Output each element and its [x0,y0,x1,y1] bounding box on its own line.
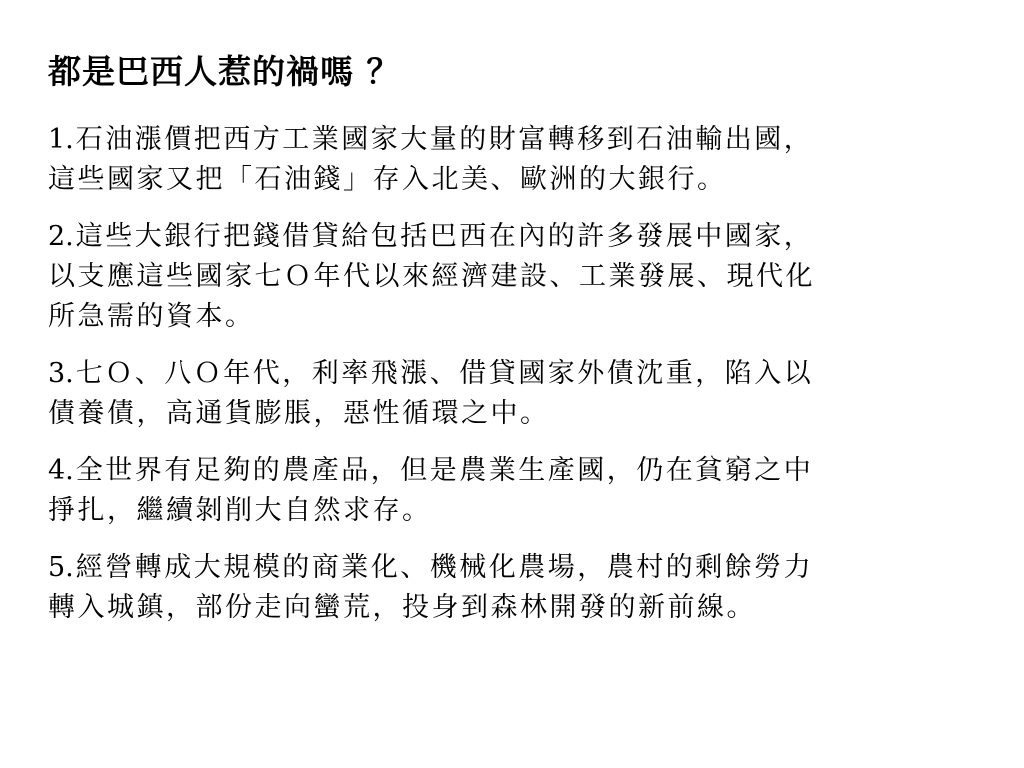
list-item-text: 這些國家又把「石油錢」存入北美、歐洲的大銀行。 [48,164,727,195]
list-item-text: 以支應這些國家七Ｏ年代以來經濟建設、工業發展、現代化 [48,261,815,292]
list-item-text: 七Ｏ、八Ｏ年代，利率飛漲、借貸國家外債沈重，陷入以 [75,358,814,389]
list-item-text: 石油漲價把西方工業國家大量的財富轉移到石油輸出國， [75,124,814,155]
list-item-text: 經營轉成大規模的商業化、機械化農場，農村的剩餘勞力 [75,552,814,583]
list-item-text: 轉入城鎮，部份走向蠻荒，投身到森林開發的新前線。 [48,592,756,623]
list-item-3 [48,354,968,434]
slide-title: 都是巴西人惹的禍嗎 ？ [48,52,401,91]
list-item-text: 掙扎，繼續剝削大自然求存。 [48,495,432,526]
list-item-line [48,120,968,160]
list-item-4 [48,451,968,531]
list-item-number: 5. [48,552,74,583]
list-item-line [48,354,968,394]
list-item-number: 4. [48,455,74,486]
list-item-line [48,451,968,491]
list-item-text: 全世界有足夠的農產品，但是農業生產國，仍在貧窮之中 [75,455,814,486]
list-item-1 [48,120,968,200]
list-item-number: 3. [48,358,74,389]
list-item-line [48,548,968,588]
list-item-text: 所急需的資本。 [48,301,255,332]
list-item-5 [48,548,968,628]
list-item-line [48,217,968,257]
list-item-text: 這些大銀行把錢借貸給包括巴西在內的許多發展中國家， [75,221,814,252]
list-item-text: 債養債，高通貨膨脹，惡性循環之中。 [48,398,550,429]
numbered-list [48,120,968,645]
list-item-number: 2. [48,221,74,252]
list-item-number: 1. [48,124,74,155]
list-item-2 [48,217,968,337]
